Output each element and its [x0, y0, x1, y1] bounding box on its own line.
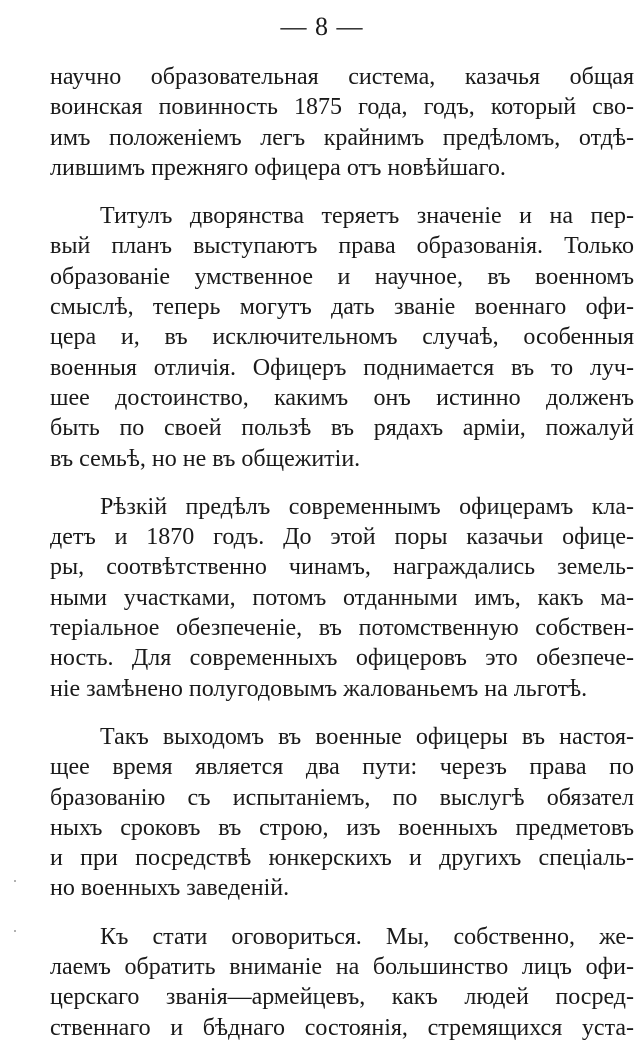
text-line: детъ и 1870 годъ. До этой поры казачьи офице-	[50, 524, 634, 551]
text-line: и при посредствѣ юнкерскихъ и другихъ спеціаль-	[50, 845, 634, 872]
text-line: образованіе умственное и научное, въ военномъ	[50, 263, 634, 290]
text-line: щее время является два пути: черезъ права по	[50, 754, 634, 781]
text-line: но военныхъ заведеній.	[50, 875, 290, 902]
margin-speck	[14, 880, 16, 882]
text-line: лившимъ прежняго офицера отъ новѣйшаго.	[50, 154, 506, 181]
paragraph	[50, 201, 634, 474]
text-line: научно образовательная система, казачья общая	[50, 64, 634, 90]
text-line: бразованію съ испытаніемъ, по выслугѣ обязател	[50, 784, 634, 811]
text-line: ніе замѣнено полугодовымъ жалованьемъ на льготѣ.	[50, 675, 588, 702]
body-text	[50, 62, 634, 1043]
paragraph	[50, 62, 634, 183]
text-line: ность. Для современныхъ офицеровъ это обезпече-	[50, 645, 634, 672]
text-line: Къ стати оговориться. Мы, собственно, же-	[100, 923, 634, 950]
text-line: смыслѣ, теперь могутъ дать званіе военнаго офи-	[50, 294, 634, 321]
paragraph	[50, 722, 634, 904]
text-line: въ семьѣ, но не въ общежитіи.	[50, 445, 361, 472]
text-line: лаемъ обратить вниманіе на большинство лицъ офи-	[50, 954, 634, 981]
text-line: быть по своей пользѣ въ рядахъ арміи, пожалуй	[50, 415, 634, 442]
paragraph	[50, 492, 634, 704]
text-line: теріальное обезпеченіе, въ потомственную собствен-	[50, 615, 634, 642]
page-number: — 8 —	[280, 12, 364, 41]
text-line: Титулъ дворянства теряетъ значеніе и на пер-	[100, 203, 634, 230]
paragraph	[50, 922, 634, 1043]
text-line: ными участками, потомъ отданными имъ, какъ ма-	[50, 584, 634, 611]
text-line: ныхъ сроковъ въ строю, изъ военныхъ предметовъ	[50, 814, 634, 841]
text-line: цера и, въ исключительномъ случаѣ, особенныя	[50, 324, 634, 351]
text-line: Рѣзкій предѣлъ современнымъ офицерамъ кла-	[100, 493, 634, 520]
text-line: ственнаго и бѣднаго состоянія, стремящихся уста-	[50, 1014, 634, 1041]
text-line: имъ положеніемъ легъ крайнимъ предѣломъ, отдѣ-	[50, 124, 634, 151]
text-line: вый планъ выступаютъ права образованія. Только	[50, 233, 634, 260]
text-line: шее достоинство, какимъ онъ истинно долженъ	[50, 384, 634, 411]
text-line: ры, соотвѣтственно чинамъ, награждались земель-	[50, 554, 634, 581]
text-line: воинская повинность 1875 года, годъ, который сво-	[50, 94, 634, 121]
margin-speck	[14, 930, 16, 932]
text-line: военныя отличія. Офицеръ поднимается въ то луч-	[50, 354, 634, 381]
text-line: Такъ выходомъ въ военные офицеры въ настоя-	[100, 723, 634, 750]
text-line: церскаго званія—армейцевъ, какъ людей посред-	[50, 984, 634, 1011]
